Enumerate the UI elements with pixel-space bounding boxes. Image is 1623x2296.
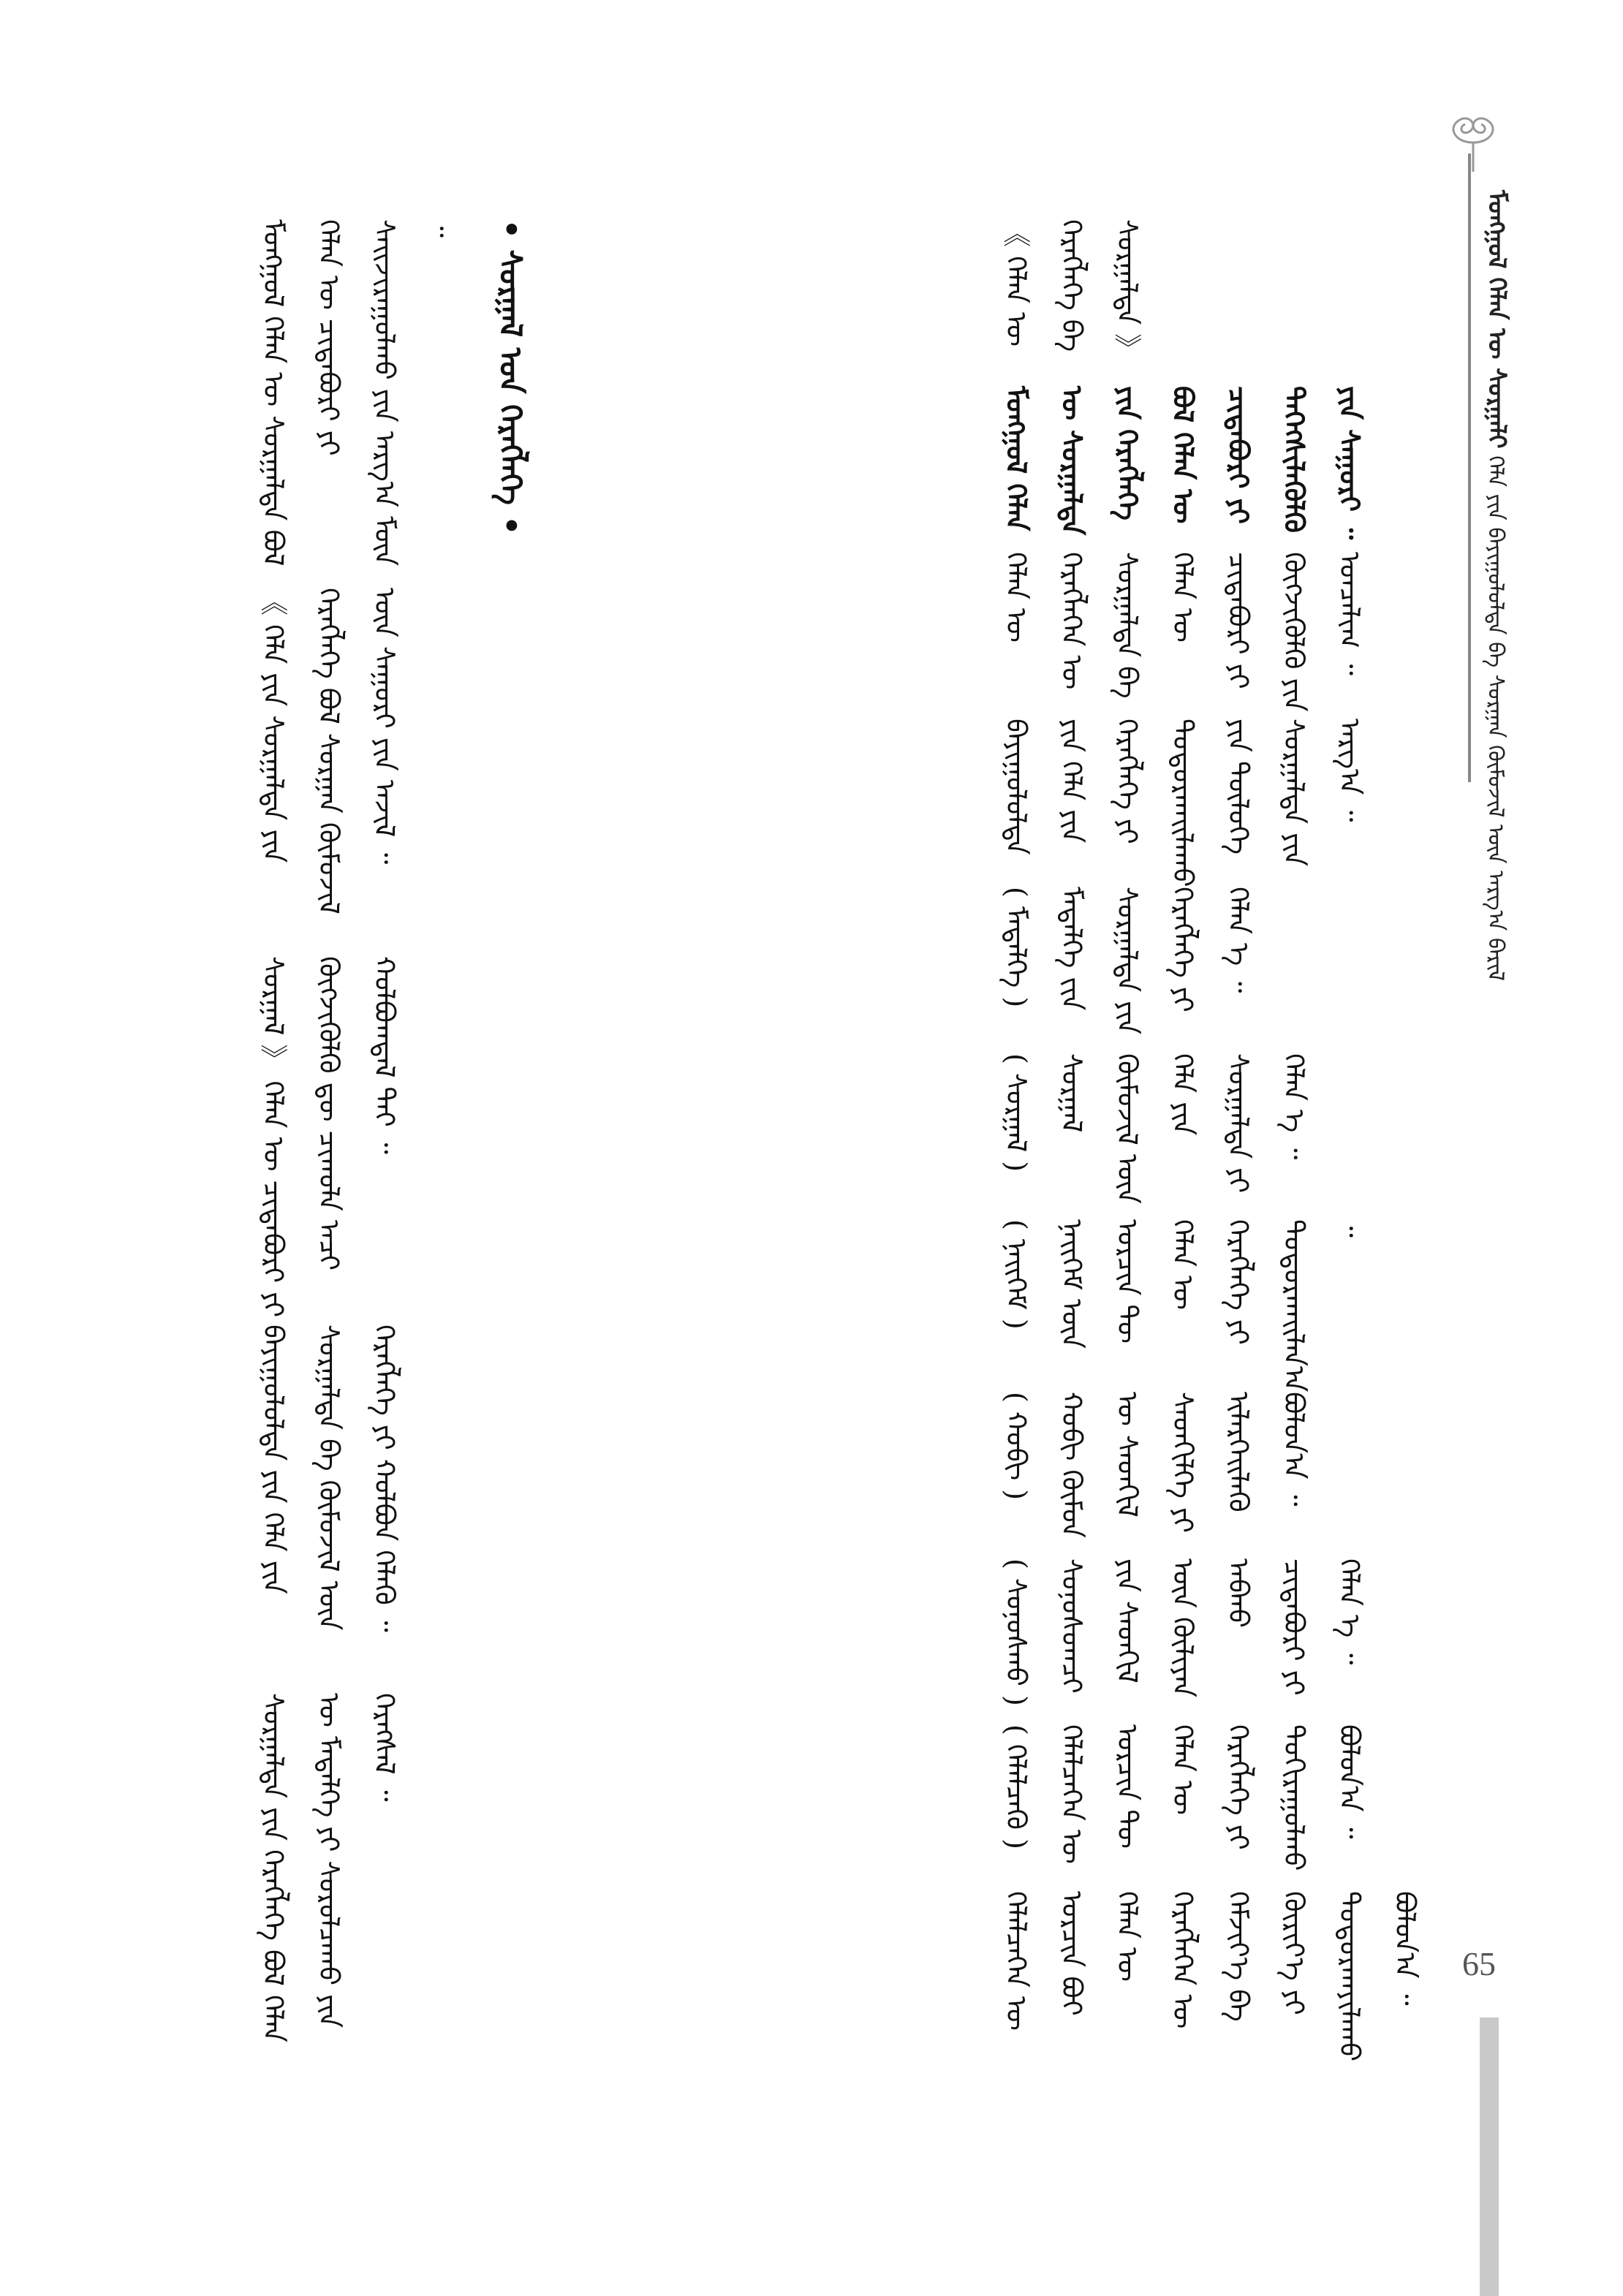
text-column: ( ᠰᠣᠨᠣᠰᠬᠤ ) ᠰᠣᠨᠣᠰᠤᠭᠴᠢ ᠶᠢᠨ ᠰᠡᠳᠬᠢᠯ ᠦᠨ ᠬᠦᠯᠢᠶᠡᠨ ᠠᠪᠬᠤ ᠴᠢᠳᠠᠪᠤᠷᠢ ᠶᠢ ᠬᠡᠯᠡᠨ ᠡ ᠃ [1000, 1558, 1366, 1706]
text-column: ( ᠮᠡᠳᠡᠯᠭᠡ ) ᠮᠡᠳᠡᠯᠭᠡ ᠵᠢᠨ ᠰᠤᠷᠭᠠᠯᠲᠠ ᠶᠢᠨ ᠬᠡᠷᠡᠭᠯᠡᠭᠡ ᠶᠢ ᠬᠡᠯᠡᠨ ᠡ ᠃ [1000, 887, 1255, 1035]
text-column: ᠪᠠᠶᠢᠭᠤᠯᠤᠯᠲᠠ ᠶᠢᠨ ᠬᠡᠯᠡ ᠶᠢᠨ ᠰᠤᠷᠭᠠᠯᠲᠠ ᠪᠠ ᠬᠦᠮᠦᠵᠢᠯ ᠦᠨ ᠬᠡᠷᠡᠭᠯᠡᠭᠡ ᠶᠢ ᠬᠣᠯᠪᠣᠨ ᠬᠡᠯᠡᠬᠦ ᠃ [257, 1325, 401, 1632]
text-column: 《 ᠬᠡᠯᠡ ᠶᠢᠨ ᠰᠤᠷᠭᠠᠯᠲᠠ ᠶᠢᠨ ᠬᠡᠷᠡᠭᠯᠡᠭᠡ ᠪᠣᠯ ᠰᠤᠷᠭᠠᠨ ᠬᠦᠮᠦᠵᠢᠯ ᠦᠨ ᠰᠠᠭᠤᠷᠢ ᠶᠢᠨ ᠠᠵᠢᠯ ᠃ [257, 588, 401, 914]
text-column-bold: ᠮᠣᠩᠭᠣᠯ ᠬᠡᠯᠡᠨ ᠦ ᠰᠤᠷᠭᠠᠯᠲᠠ ᠶᠢᠨ ᠬᠡᠷᠡᠭᠯᠡᠭᠡ ᠪᠣᠯ ᠬᠡᠯᠡᠨ ᠦ ᠴᠢᠳᠠᠪᠤᠷᠢ ᠶᠢ ᠳᠡᠭᠡᠭᠰᠢᠯᠡᠭᠦᠯᠬᠦ ᠶᠢᠨ ᠰᠠᠭᠤᠷᠢ ᠃ [1000, 385, 1366, 539]
text-column: ( ᠰᠤᠷᠭᠠᠯ ) ᠰᠤᠷᠭᠠᠯ ᠬᠦᠮᠦᠵᠢᠯ ᠦᠨ ᠬᠡᠯᠡ ᠶᠢᠨ ᠰᠤᠷᠭᠠᠯᠲᠠ ᠶᠢ ᠬᠡᠯᠡᠨ ᠡ ᠃ [1000, 1053, 1310, 1204]
text-column: ( ᠬᠡᠯᠡᠯᠴᠡᠬᠦ ) ᠬᠡᠯᠡᠯᠴᠡᠭᠡᠨ ᠦ ᠣᠷᠴᠢᠨ ᠲᠦ ᠬᠡᠯᠡᠨ ᠦ ᠬᠡᠷᠡᠭᠯᠡᠭᠡ ᠶᠢ ᠲᠣᠬᠢᠷᠠᠭᠤᠯᠬᠤ ᠪᠣᠯᠤᠨ᠎ᠠ ᠃ [1000, 1724, 1366, 1871]
text-column: ᠰᠤᠷᠭᠠᠯᠲᠠ ᠶᠢᠨ ᠬᠡᠷᠡᠭᠯᠡᠭᠡ ᠪᠣᠯ ᠬᠡᠯᠡᠨ ᠦ ᠮᠡᠳᠡᠯᠭᠡ ᠶᠢ ᠰᠤᠷᠤᠯᠴᠠᠬᠤ ᠶᠢᠨ ᠬᠡᠷᠡᠭᠰᠡᠯ ᠃ [257, 1693, 401, 2042]
text-column: ᠰᠤᠷᠭᠠᠯ 》 ᠬᠡᠯᠡᠨ ᠦ ᠴᠢᠳᠠᠪᠤᠷᠢ ᠶᠢ ᠬᠥᠭᠵᠢᠭᠦᠯᠬᠦ ᠳᠦ ᠴᠢᠬᠤᠯᠠ ᠠᠴᠢ ᠬᠣᠯᠪᠣᠭᠳᠠᠯ ᠲᠠᠢ ᠃ [257, 956, 401, 1318]
page-edge-tab [1480, 2017, 1499, 2296]
header-flourish-icon [1433, 110, 1513, 175]
running-header-title: ᠮᠣᠩᠭᠣᠯ ᠬᠡᠯᠡᠨ ᠦ ᠰᠤᠷᠭᠠᠯᠢ [1482, 190, 1511, 449]
text-column: ᠬᠡᠯᠡᠯᠴᠡᠭᠡᠨ ᠦ ᠣᠷᠴᠢᠨ ᠪᠤᠢ ᠬᠡᠯᠡᠨ ᠦ ᠬᠡᠷᠡᠭᠯᠡᠭᠡᠨ ᠦ ᠬᠡᠮᠵᠢᠶ᠎ᠡ ᠪᠠ ᠬᠦᠷᠢᠶ᠎ᠡ ᠶᠢ ᠲᠣᠳᠣᠷᠬᠠᠶᠢᠯᠠᠬᠤ ᠪᠣᠯᠤᠨ᠎ᠠ ᠃ [1000, 1890, 1421, 2061]
text-column: ( ᠬᠤᠪᠢ ) ᠬᠤᠪᠢ ᠬᠦᠮᠦᠨ ᠦ ᠰᠡᠳᠬᠢᠯ ᠰᠡᠳᠬᠢᠯᠭᠡ ᠶᠢ ᠢᠯᠡᠷᠬᠡᠢᠯᠡᠬᠦ ᠪᠣᠯᠤᠨ᠎ᠠ ᠃ [1000, 1392, 1310, 1539]
body-text-lower [246, 219, 468, 2061]
running-header [1475, 190, 1519, 1316]
header-rule [1468, 154, 1471, 782]
text-column: ᠪᠠᠶᠢᠭᠤᠯᠤᠯᠲᠠ ᠶᠢᠨ ᠬᠡᠯᠡ ᠶᠢᠨ ᠬᠡᠷᠡᠭᠯᠡᠭᠡ ᠶᠢ ᠲᠣᠳᠣᠷᠬᠠᠢᠯᠠᠬᠤ ᠶᠢᠨ ᠲᠥᠯᠥᠭᠡ ᠰᠤᠷᠭᠠᠯᠲᠠ ᠶᠢᠨ ᠠᠷᠭ᠎ᠠ ᠃ [1000, 718, 1366, 887]
section-heading: • ᠰᠤᠷᠭᠠᠯ ᠤᠨ ᠬᠡᠷᠡᠭᠯᠡᠭᠡ • [493, 219, 529, 536]
body-text-upper [988, 219, 1433, 2061]
running-header-subtitle: ᠬᠡᠯᠡ ᠶᠢᠨ ᠪᠠᠶᠢᠭᠤᠯᠤᠯᠲᠠ ᠪᠠ ᠰᠤᠷᠭᠠᠨ ᠬᠦᠮᠦᠵᠢᠯ ᠦᠨ ᠠᠷᠭ᠎ᠠ ᠪᠠᠷᠢᠯ [1483, 455, 1508, 982]
text-column: ( ᠨᠡᠢᠭᠡᠮ ) ᠨᠡᠢᠭᠡᠮ ᠦᠨ ᠣᠷᠴᠢᠨ ᠲᠦ ᠬᠡᠯᠡᠨ ᠦ ᠬᠡᠷᠡᠭᠯᠡᠭᠡ ᠶᠢ ᠲᠣᠳᠣᠷᠬᠠᠢᠯᠠᠨ᠎ᠠ ᠃ [1000, 1219, 1366, 1393]
text-column: 《 ᠬᠡᠯᠡᠨ ᠦ ᠬᠡᠷᠡᠭᠯᠡᠭᠡ ᠪᠠ ᠰᠤᠷᠭᠠᠯᠲᠠ 》 [1000, 219, 1143, 362]
text-column: ᠮᠣᠩᠭᠣᠯ ᠬᠡᠯᠡᠨ ᠦ ᠰᠤᠷᠭᠠᠯᠲᠠ ᠪᠣᠯ ᠬᠡᠯᠡᠨ ᠦ ᠴᠢᠳᠠᠪᠤᠷᠢ ᠶᠢ ᠰᠠᠢᠵᠢᠷᠠᠭᠤᠯᠬᠤ ᠶᠢᠨ ᠠᠷᠭ᠎ᠠ ᠮᠥᠨ ᠃ [257, 219, 456, 567]
page-number: 65 [1462, 1945, 1496, 1982]
text-column: ᠬᠡᠯᠡᠨ ᠦ ᠬᠡᠷᠡᠭᠯᠡᠭᠡᠨ ᠦ ᠰᠤᠷᠭᠠᠯᠲᠠ ᠪᠠ ᠬᠡᠯᠡᠨ ᠦ ᠴᠢᠳᠠᠪᠤᠷᠢ ᠶᠢ ᠬᠥᠭᠵᠢᠭᠦᠯᠬᠦ ᠶᠢᠨ ᠣᠨᠴᠠᠯᠢᠭ ᠃ [1000, 552, 1366, 712]
